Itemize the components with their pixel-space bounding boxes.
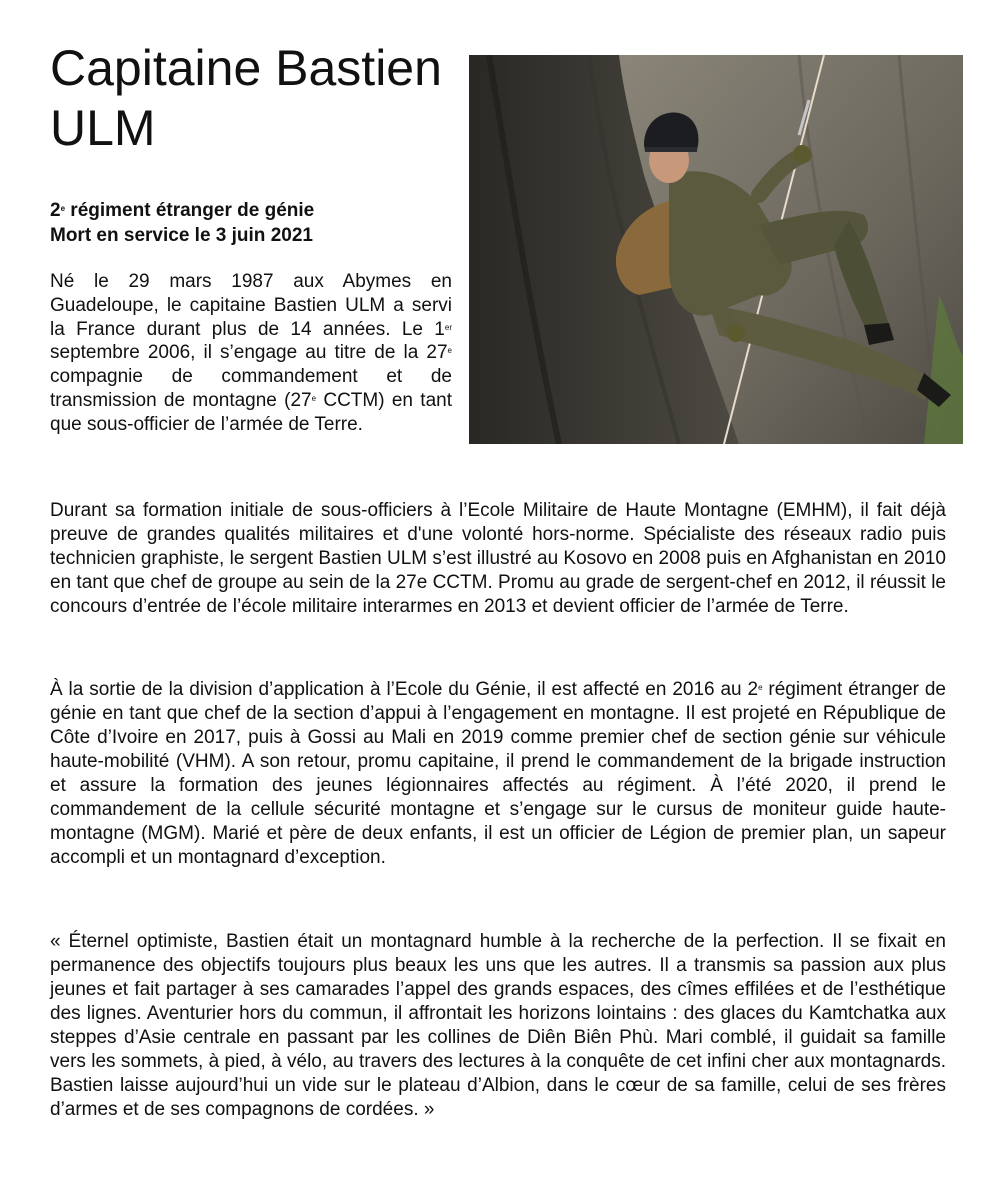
intro-text-2: septembre 2006, il s’engage au titre de la 27 bbox=[50, 342, 448, 364]
death-line: Mort en service le 3 juin 2021 bbox=[50, 225, 313, 246]
intro-sup-2: e bbox=[447, 346, 452, 356]
intro-text-3: compagnie de commandement et de transmission de montagne (27 bbox=[50, 366, 452, 411]
subtitle-block bbox=[50, 198, 460, 248]
intro-text-1: Né le 29 mars 1987 aux Abymes en Guadeloupe, le capitaine Bastien ULM a servi la France durant plus de 14 années. Le 1 bbox=[50, 271, 452, 340]
gloved-hand bbox=[793, 145, 811, 163]
body-paragraph-2-text-1: À la sortie de la division d’application à l’Ecole du Génie, il est affecté en 2016 au 2 bbox=[50, 679, 759, 700]
rappelling-soldier-illustration bbox=[469, 55, 963, 444]
body-paragraph-2 bbox=[50, 678, 946, 870]
page-title: Capitaine Bastien ULM bbox=[50, 40, 442, 156]
portrait-photo bbox=[469, 55, 963, 444]
regiment-name: régiment étranger de génie bbox=[65, 200, 315, 221]
body-paragraph-2-sup: e bbox=[758, 683, 763, 692]
intro-paragraph bbox=[50, 270, 452, 437]
body-paragraph-2-text-2: régiment étranger de génie en tant que chef de la section d’appui à l’engagement en montagne. Il est projeté en République de Côte d’Ivoire en 2017, puis à Gossi au Mali en 2019 comme premier chef de section génie sur véhicule haute-mobilité (VHM). A son retour, promu capitaine, il prend le commandement de la brigade instruction et assure la formation des jeunes légionnaires affectés au régiment. À l’été 2020, il prend le commandement de la cellule sécurité montagne et s’engage sur le cursus de moniteur guide haute-montagne (MGM). Marié et père de deux enfants, il est un officier de Légion de premier plan, un sapeur accompli et un montagnard d’exception. bbox=[50, 679, 946, 868]
regiment-line bbox=[50, 198, 460, 223]
tribute-quote: « Éternel optimiste, Bastien était un montagnard humble à la recherche de la perfection. Il se fixait en permanence des objectifs toujours plus beaux les uns que les autres. Il a transmis sa passion aux plus jeunes et fait partager à ses camarades l’appel des grands espaces, des cîmes effilées et de l’esthétique des lignes. Aventurier hors du commun, il affrontait les horizons lointains : des glaces du Kamtchatka aux steppes d’Asie centrale en passant par les collines de Diên Biên Phù. Mari comblé, il guidait sa famille vers les sommets, à pied, à vélo, au travers des lectures à la conquête de cet infini cher aux montagnards. Bastien laisse aujourd’hui un vide sur le plateau d’Albion, dans le cœur de sa famille, celui de ses frères d’armes et de ses compagnons de cordées. » bbox=[50, 931, 946, 1120]
intro-sup-1: er bbox=[444, 322, 452, 332]
intro-sup-3: e bbox=[311, 393, 317, 403]
regiment-number: 2 bbox=[50, 200, 61, 221]
intro-text-4: CCTM) en tant que sous-officier de l’armée de Terre. bbox=[50, 389, 452, 435]
regiment-suffix: e bbox=[60, 204, 66, 213]
body-paragraph-1: Durant sa formation initiale de sous-officiers à l’Ecole Militaire de Haute Montagne (EMHM), il fait déjà preuve de grandes qualités militaires et d'une volonté hors-norme. Spécialiste des réseaux radio puis technicien graphiste, le sergent Bastien ULM s’est illustré au Kosovo en 2008 puis en Afghanistan en 2010 en tant que chef de groupe au sein de la 27e CCTM. Promu au grade de sergent-chef en 2012, il réussit le concours d’entrée de l’école militaire interarmes en 2013 et devient officier de l’armée de Terre. bbox=[50, 500, 946, 617]
